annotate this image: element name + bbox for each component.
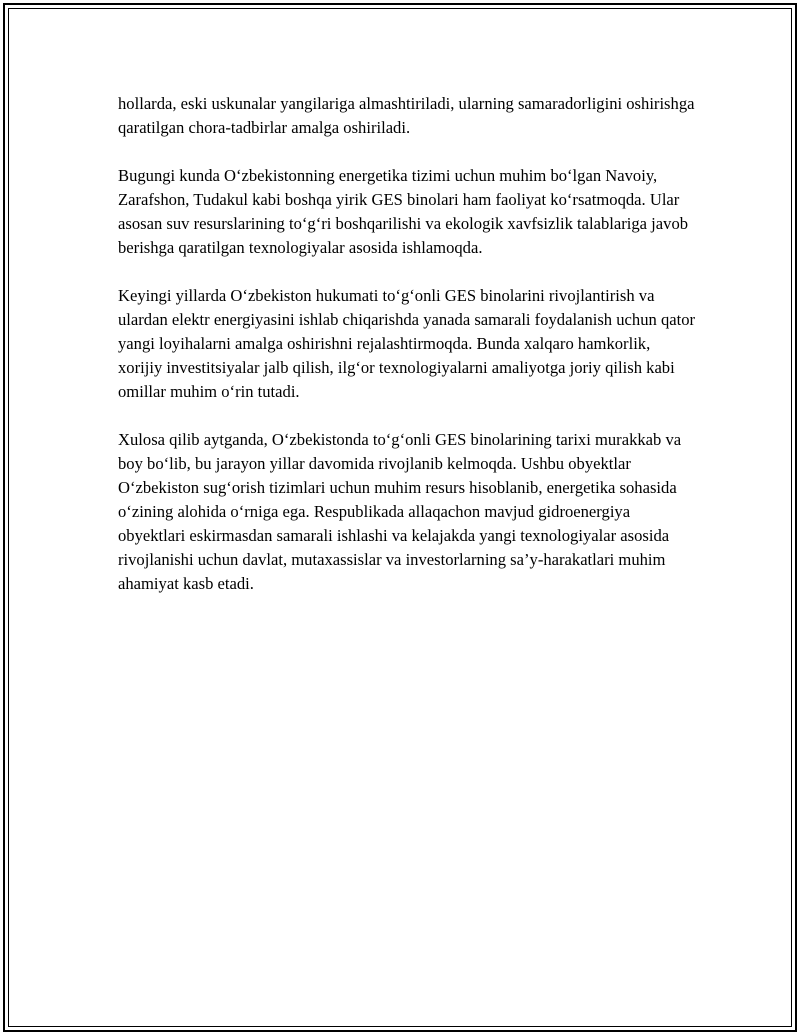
paragraph-2: Bugungi kunda O‘zbekistonning energetika tizimi uchun muhim bo‘lgan Navoiy, Zarafshon, Tudakul kabi boshqa yirik GES binolari ham faoliyat ko‘rsatmoqda. Ular asosan suv resurslarining to‘g‘ri boshqarilishi va ekologik xavfsizlik talablariga javob berishga qaratilgan texnologiyalar asosida ishlamoqda. [118,166,689,257]
paragraph-3: Keyingi yillarda O‘zbekiston hukumati to‘g‘onli GES binolarini rivojlantirish va ulardan elektr energiyasini ishlab chiqarishda yanada samarali foydalanish uchun qator yangi loyihalarni amalga oshirishni rejalashtirmoqda. Bunda xalqaro hamkorlik, xorijiy investitsiyalar jalb qilish, ilg‘or texnologiyalarni amaliyotga joriy qilish kabi omillar muhim o‘rin tutadi. [118,286,696,401]
paragraph-4: Xulosa qilib aytganda, O‘zbekistonda to‘g‘onli GES binolarining tarixi murakkab va boy bo‘lib, bu jarayon yillar davomida rivojlanib kelmoqda. Ushbu obyektlar O‘zbekiston sug‘orish tizimlari uchun muhim resurs hisoblanib, energetika sohasida o‘zining alohida o‘rniga ega. Respublikada allaqachon mavjud gidroenergiya obyektlari eskirmasdan samarali ishlashi va kelajakda yangi texnologiyalar asosida rivojlanishi uchun davlat, mutaxassislar va investorlarning sa’y-harakatlari muhim ahamiyat kasb etadi. [118,430,682,593]
paragraph-1: hollarda, eski uskunalar yangilariga almashtiriladi, ularning samaradorligini oshirishga qaratilgan chora-tadbirlar amalga oshiriladi. [118,94,695,137]
document-body [118,92,698,620]
